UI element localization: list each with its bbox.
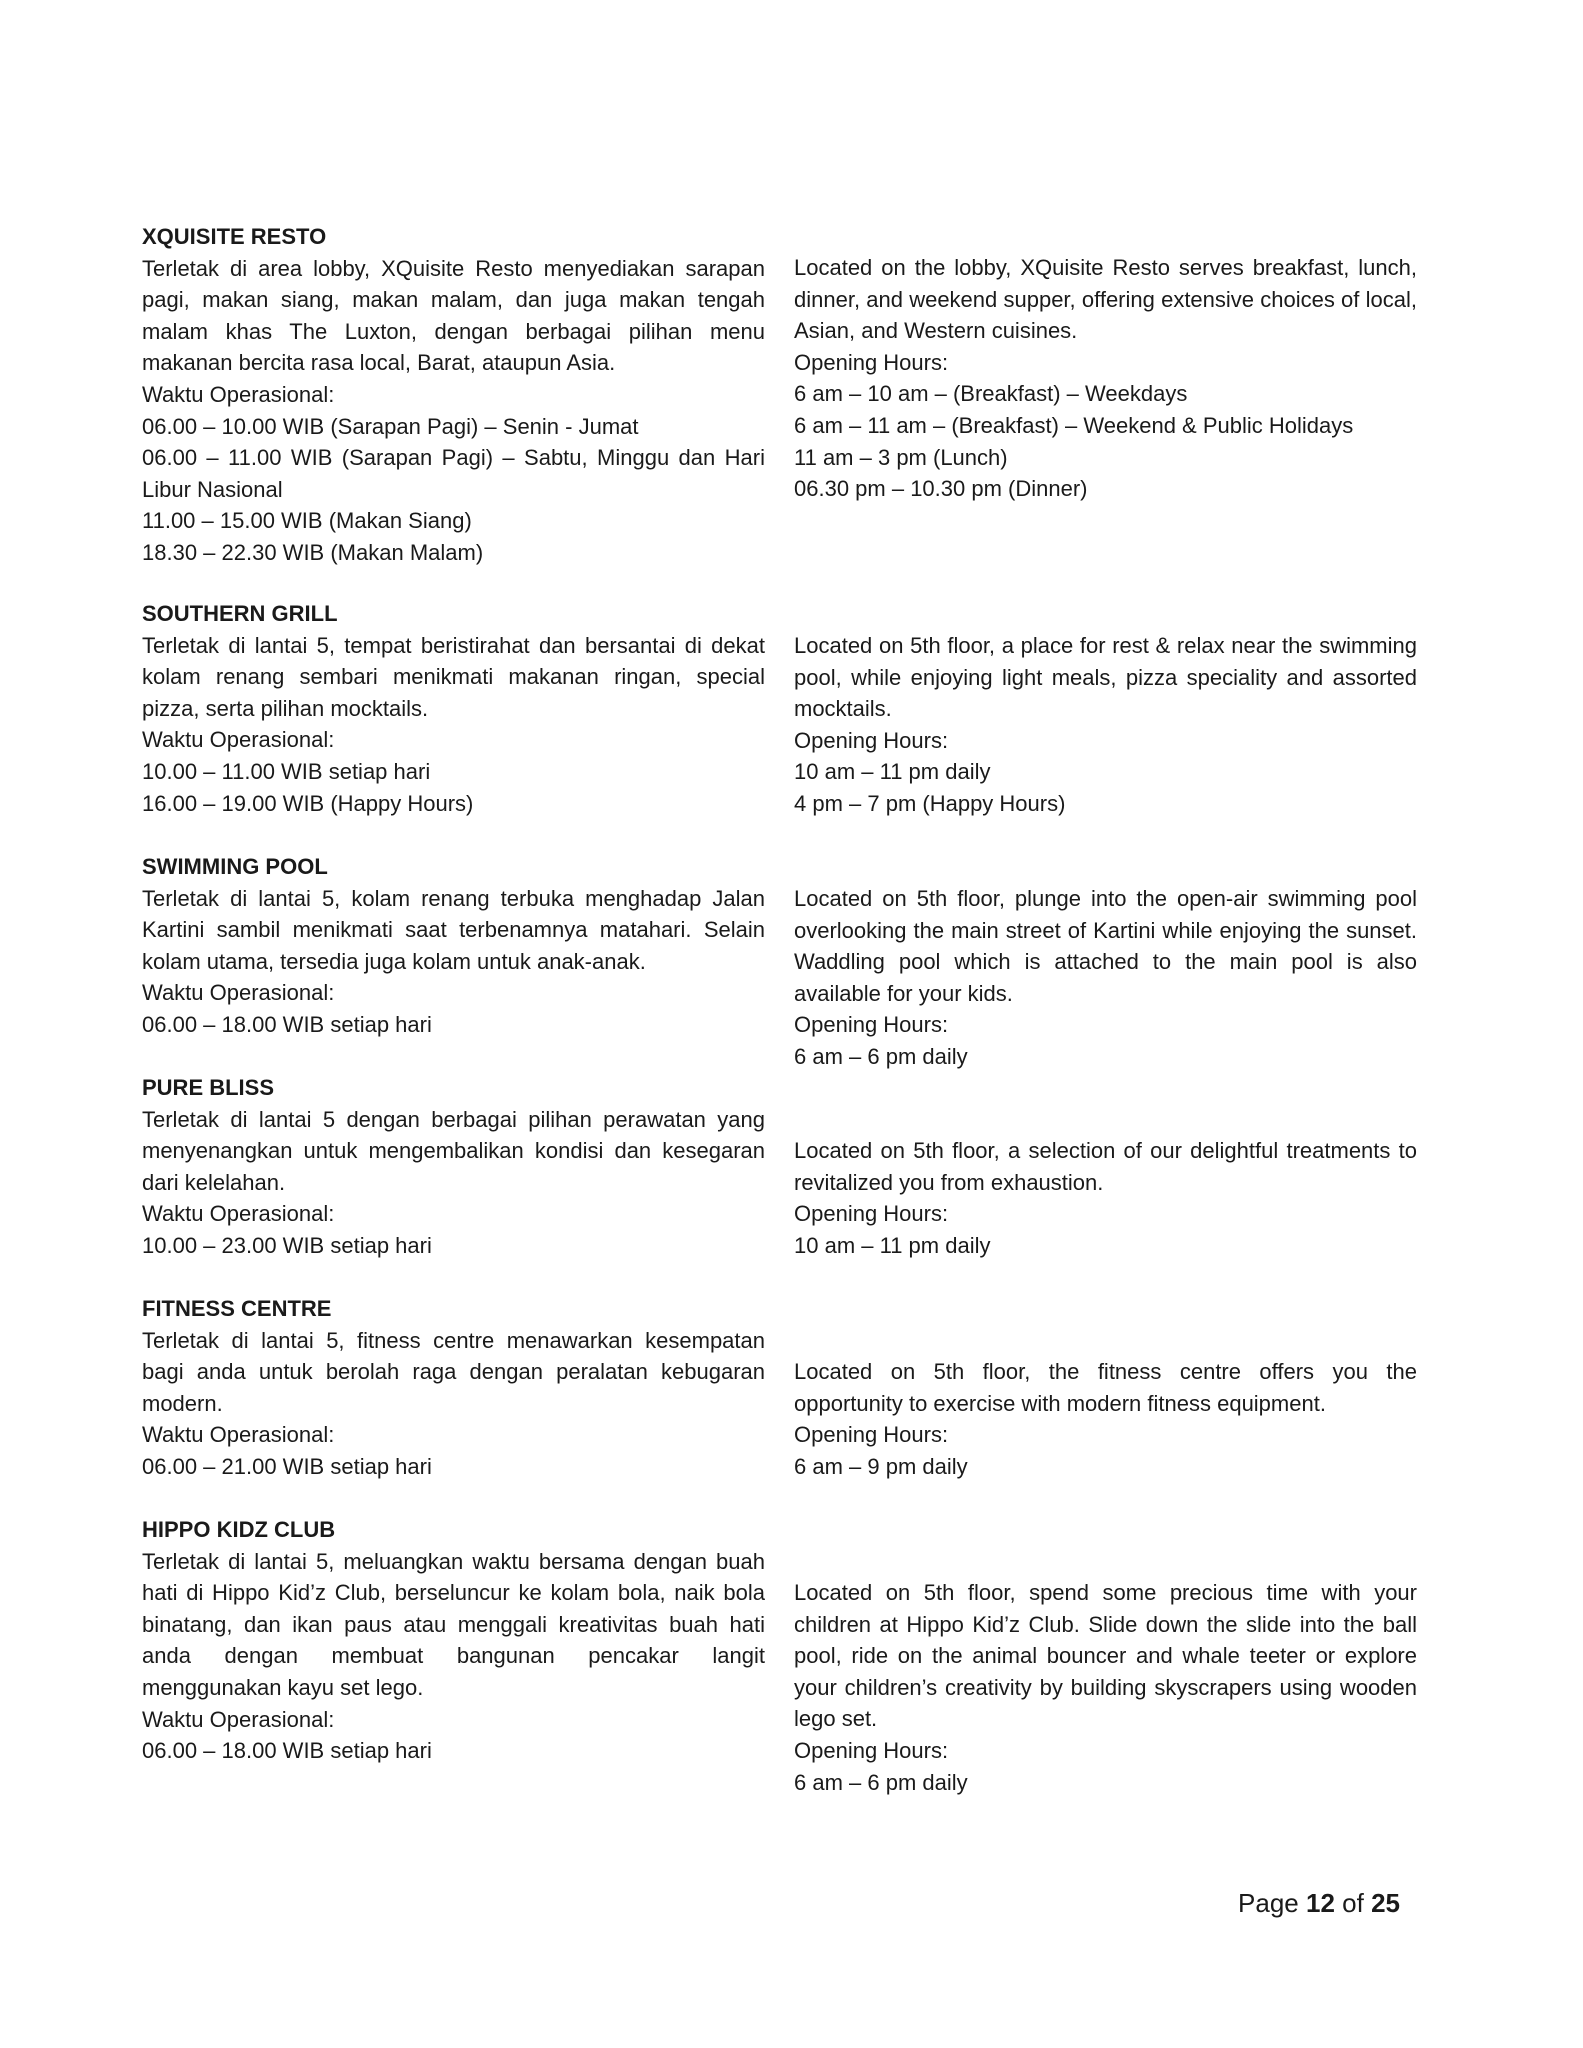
section-southern-grill-en — [794, 630, 1417, 820]
hours-line: 6 am – 6 pm daily — [794, 1769, 968, 1795]
hours-label-id: Waktu Operasional: — [142, 381, 335, 407]
section-swimming-pool-en — [794, 883, 1417, 1073]
total-pages: 25 — [1371, 1888, 1400, 1918]
hours-line: 6 am – 10 am – (Breakfast) – Weekdays — [794, 381, 1188, 407]
section-pure-bliss-id — [142, 1072, 765, 1262]
description-id: Terletak di lantai 5, fitness centre menawarkan kesempatan bagi anda untuk berolah raga dengan peralatan kebugaran modern. — [142, 1327, 765, 1416]
hours-label-en: Opening Hours: — [794, 727, 949, 753]
description-en: Located on 5th floor, the fitness centre offers you the opportunity to exercise with modern fitness equipment. — [794, 1359, 1417, 1416]
description-en: Located on the lobby, XQuisite Resto serves breakfast, lunch, dinner, and weekend supper, offering extensive choices of local, Asian, and Western cuisines. — [794, 255, 1417, 344]
section-southern-grill-id — [142, 598, 765, 819]
page-number — [1180, 1886, 1400, 1920]
hours-line: 11.00 – 15.00 WIB (Makan Siang) — [142, 508, 472, 534]
section-pure-bliss-en — [794, 1135, 1417, 1261]
hours-label-id: Waktu Operasional: — [142, 1422, 335, 1448]
hours-line: 4 pm – 7 pm (Happy Hours) — [794, 790, 1066, 816]
description-id: Terletak di lantai 5, tempat beristirahat dan bersantai di dekat kolam renang sembari menikmati makanan ringan, special pizza, serta pilihan mocktails. — [142, 632, 765, 721]
description-id: Terletak di lantai 5, meluangkan waktu bersama dengan buah hati di Hippo Kid’z Club, berseluncur ke kolam bola, naik bola binatang, dan ikan paus atau menggali kreativitas buah hati anda dengan membuat bangunan pencakar langit menggunakan kayu set lego. — [142, 1548, 765, 1700]
section-heading: SOUTHERN GRILL — [142, 601, 338, 626]
description-en: Located on 5th floor, a selection of our delightful treatments to revitalized you from exhaustion. — [794, 1138, 1417, 1195]
description-en: Located on 5th floor, a place for rest & relax near the swimming pool, while enjoying light meals, pizza speciality and assorted mocktails. — [794, 633, 1417, 722]
hours-label-en: Opening Hours: — [794, 1201, 949, 1227]
hours-label-id: Waktu Operasional: — [142, 980, 335, 1006]
hours-line: 11 am – 3 pm (Lunch) — [794, 444, 1008, 470]
hours-line: 10.00 – 11.00 WIB setiap hari — [142, 758, 431, 784]
hours-line: 06.00 – 21.00 WIB setiap hari — [142, 1453, 432, 1479]
section-heading: SWIMMING POOL — [142, 854, 328, 879]
hours-line: 16.00 – 19.00 WIB (Happy Hours) — [142, 790, 474, 816]
description-id: Terletak di area lobby, XQuisite Resto menyediakan sarapan pagi, makan siang, makan malam, dan juga makan tengah malam khas The Luxton, dengan berbagai pilihan menu makanan bercita rasa local, Barat, ataupun Asia. — [142, 255, 765, 376]
hours-line: 06.00 – 18.00 WIB setiap hari — [142, 1738, 432, 1764]
hours-line: 10 am – 11 pm daily — [794, 759, 991, 785]
section-heading: PURE BLISS — [142, 1075, 275, 1100]
section-heading: HIPPO KIDZ CLUB — [142, 1517, 336, 1542]
hours-label-id: Waktu Operasional: — [142, 1201, 335, 1227]
section-fitness-centre-en — [794, 1356, 1417, 1482]
hours-line: 06.00 – 10.00 WIB (Sarapan Pagi) – Senin - Jumat — [142, 413, 639, 439]
section-hippo-kidz-club-en — [794, 1577, 1417, 1798]
section-heading: XQUISITE RESTO — [142, 224, 327, 249]
hours-line: 06.00 – 11.00 WIB (Sarapan Pagi) – Sabtu, Minggu dan Hari Libur Nasional — [142, 445, 765, 502]
hours-line: 18.30 – 22.30 WIB (Makan Malam) — [142, 539, 484, 565]
hours-label-en: Opening Hours: — [794, 349, 949, 375]
section-heading: FITNESS CENTRE — [142, 1296, 332, 1321]
of-word: of — [1342, 1888, 1364, 1918]
hours-label-en: Opening Hours: — [794, 1737, 949, 1763]
hours-line: 06.00 – 18.00 WIB setiap hari — [142, 1011, 432, 1037]
description-id: Terletak di lantai 5, kolam renang terbuka menghadap Jalan Kartini sambil menikmati saat terbenamnya matahari. Selain kolam utama, tersedia juga kolam untuk anak-anak. — [142, 885, 765, 974]
section-hippo-kidz-club-id — [142, 1514, 765, 1767]
hours-label-en: Opening Hours: — [794, 1012, 949, 1038]
description-id: Terletak di lantai 5 dengan berbagai pilihan perawatan yang menyenangkan untuk mengembalikan kondisi dan kesegaran dari kelelahan. — [142, 1106, 765, 1195]
hours-line: 06.30 pm – 10.30 pm (Dinner) — [794, 476, 1088, 502]
current-page: 12 — [1306, 1888, 1335, 1918]
hours-line: 10 am – 11 pm daily — [794, 1232, 991, 1258]
description-en: Located on 5th floor, spend some precious time with your children at Hippo Kid’z Club. Slide down the slide into the ball pool, ride on the animal bouncer and whale teeter or explore your children’s creativity by building skyscrapers using wooden lego set. — [794, 1580, 1417, 1732]
hours-label-id: Waktu Operasional: — [142, 1706, 335, 1732]
description-en: Located on 5th floor, plunge into the open-air swimming pool overlooking the main street of Kartini while enjoying the sunset. Waddling pool which is attached to the main pool is also available for your kids. — [794, 886, 1417, 1006]
hours-label-id: Waktu Operasional: — [142, 727, 335, 753]
hours-line: 6 am – 6 pm daily — [794, 1043, 968, 1069]
hours-line: 10.00 – 23.00 WIB setiap hari — [142, 1232, 432, 1258]
section-fitness-centre-id — [142, 1293, 765, 1483]
section-xquisite-resto-en — [794, 252, 1417, 505]
section-xquisite-resto-id — [142, 221, 765, 569]
hours-line: 6 am – 11 am – (Breakfast) – Weekend & Public Holidays — [794, 412, 1354, 438]
hours-line: 6 am – 9 pm daily — [794, 1453, 968, 1479]
hours-label-en: Opening Hours: — [794, 1422, 949, 1448]
page-word: Page — [1238, 1888, 1299, 1918]
section-swimming-pool-id — [142, 851, 765, 1041]
